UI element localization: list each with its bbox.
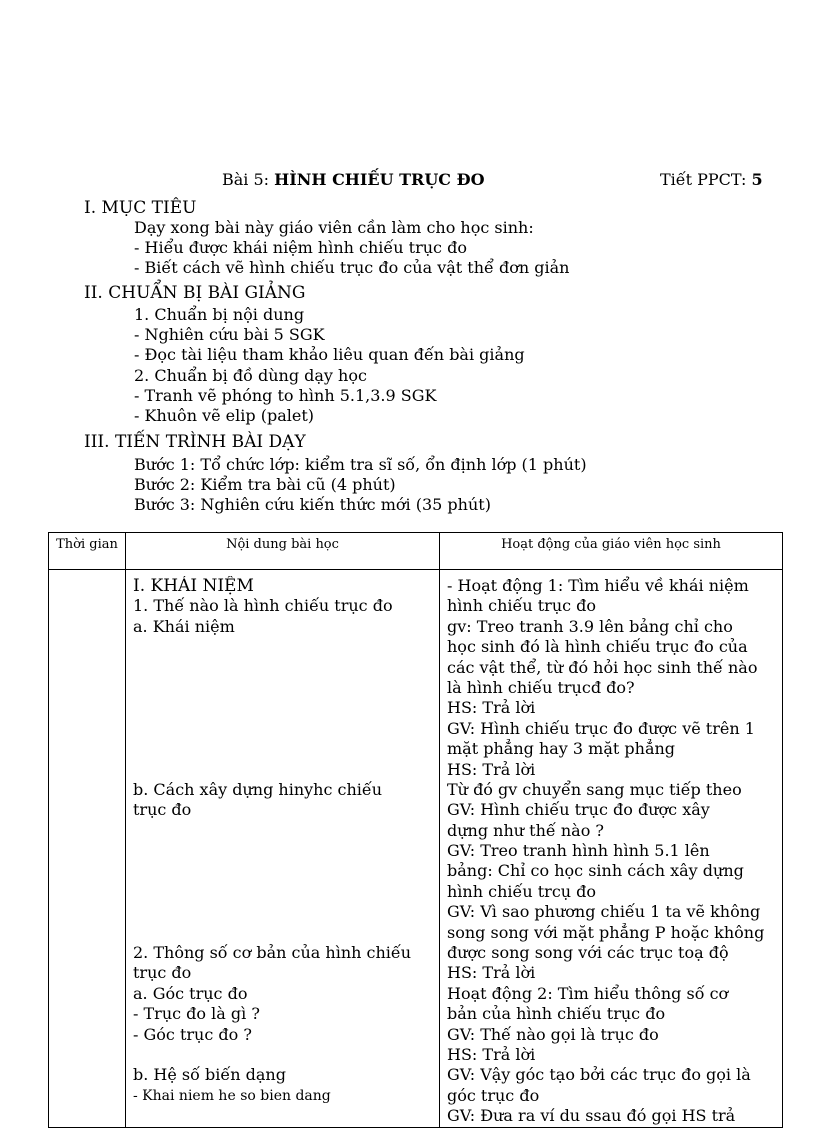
- activity-line: hình chiếu trục đo: [447, 596, 597, 616]
- section1-line: - Biết cách vẽ hình chiếu trục đo của vật thể đơn giản: [134, 258, 570, 277]
- period-number: 5: [751, 170, 763, 189]
- table-body-row: [49, 570, 783, 1128]
- content-line: [133, 861, 439, 881]
- content-line: - Góc trục đo ?: [133, 1024, 252, 1044]
- content-line: I. KHÁI NIỆM: [133, 576, 254, 596]
- section1-line: Dạy xong bài này giáo viên cần làm cho học sinh:: [134, 218, 534, 237]
- activity-line: GV: Hình chiếu trục đo được vẽ trên 1: [447, 718, 755, 738]
- section3-line: Bước 3: Nghiên cứu kiến thức mới (35 phút): [134, 495, 491, 514]
- header-content: Nội dung bài học: [126, 533, 440, 570]
- activity-line: HS: Trả lời: [447, 963, 536, 983]
- section3-line: Bước 2: Kiểm tra bài cũ (4 phút): [134, 475, 396, 494]
- content-line: [133, 719, 439, 739]
- activity-line: HS: Trả lời: [447, 1044, 536, 1064]
- activity-line: GV: Thế nào gọi là trục đo: [447, 1024, 659, 1044]
- activity-line: - Hoạt động 1: Tìm hiểu về khái niệm: [447, 576, 749, 595]
- activity-line: HS: Trả lời: [447, 759, 536, 779]
- section2-line: - Đọc tài liệu tham khảo liêu quan đến bài giảng: [134, 345, 525, 364]
- content-line: - Khai niem he so bien dang: [133, 1087, 331, 1104]
- content-line: [133, 841, 439, 861]
- content-line: b. Hệ số biến dạng: [133, 1065, 286, 1085]
- activity-line: được song song với các trục toạ độ: [447, 943, 729, 963]
- content-line: trục đo: [133, 963, 192, 983]
- activity-line: gv: Treo tranh 3.9 lên bảng chỉ cho: [447, 616, 733, 636]
- activity-line: GV: Treo tranh hình hình 5.1 lên: [447, 841, 710, 861]
- content-line: [133, 760, 439, 780]
- activity-line: Hoạt động 2: Tìm hiểu thông số cơ: [447, 983, 729, 1003]
- content-line: b. Cách xây dựng hinyhc chiếu: [133, 779, 383, 799]
- activity-line: là hình chiếu trụcđ đo?: [447, 677, 635, 697]
- content-line: [133, 678, 439, 698]
- content-line: - Trục đo là gì ?: [133, 1004, 260, 1024]
- content-line: [133, 902, 439, 922]
- activity-line: bản của hình chiếu trục đo: [447, 1004, 666, 1024]
- lesson-title-text: HÌNH CHIẾU TRỤC ĐO: [274, 170, 485, 189]
- content-line: [133, 923, 439, 943]
- content-line: [133, 658, 439, 678]
- content-line: 2. Thông số cơ bản của hình chiếu: [133, 943, 412, 963]
- header-activity: Hoạt động của giáo viên học sinh: [440, 533, 783, 570]
- activity-line: GV: Vậy góc tạo bởi các trục đo gọi là: [447, 1065, 751, 1085]
- activity-line: GV: Đưa ra ví du ssau đó gọi HS trả: [447, 1106, 736, 1126]
- activity-line: góc trục đo: [447, 1085, 540, 1105]
- lesson-plan-table: [48, 532, 783, 1128]
- section2-heading: II. CHUẨN BỊ BÀI GIẢNG: [84, 283, 306, 303]
- period-label-text: Tiết PPCT:: [660, 170, 752, 189]
- activity-line: dựng như thế nào ?: [447, 820, 604, 840]
- activity-line: GV: Vì sao phương chiếu 1 ta vẽ không: [447, 902, 761, 922]
- activity-line: mặt phẳng hay 3 mặt phẳng: [447, 739, 676, 759]
- content-line: [133, 882, 439, 902]
- content-line: 1. Thế nào là hình chiếu trục đo: [133, 596, 393, 616]
- activity-line: GV: Hình chiếu trục đo được xây: [447, 800, 710, 820]
- section1-heading: I. MỤC TIÊU: [84, 198, 197, 218]
- content-cell: [126, 570, 440, 1128]
- content-line: [133, 1045, 439, 1065]
- table-header-row: [49, 533, 783, 570]
- content-line: a. Góc trục đo: [133, 983, 248, 1003]
- activity-line: song song với mặt phẳng P hoặc không: [447, 922, 765, 942]
- activity-line: học sinh đó là hình chiếu trục đo của: [447, 637, 748, 657]
- content-line: trục đo: [133, 800, 192, 820]
- time-cell: [49, 570, 126, 1128]
- section2-line: - Tranh vẽ phóng to hình 5.1,3.9 SGK: [134, 386, 437, 405]
- section2-line: 2. Chuẩn bị đồ dùng dạy học: [134, 366, 367, 385]
- section2-line: - Khuôn vẽ elip (palet): [134, 406, 314, 425]
- section1-line: - Hiểu được khái niệm hình chiếu trục đo: [134, 238, 467, 257]
- content-line: [133, 698, 439, 718]
- section2-line: - Nghiên cứu bài 5 SGK: [134, 325, 325, 344]
- activity-line: hình chiếu trcụ đo: [447, 881, 597, 901]
- activity-line: HS: Trả lời: [447, 698, 536, 718]
- content-line: [133, 637, 439, 657]
- content-line: a. Khái niệm: [133, 616, 235, 636]
- activity-cell: [440, 570, 783, 1128]
- period-label: [660, 170, 763, 189]
- header-time: Thời gian: [49, 533, 126, 570]
- section2-line: 1. Chuẩn bị nội dung: [134, 305, 305, 324]
- section3-heading: III. TIẾN TRÌNH BÀI DẠY: [84, 432, 306, 452]
- lesson-prefix: Bài 5:: [222, 170, 275, 189]
- section3-line: Bước 1: Tổ chức lớp: kiểm tra sĩ số, ổn định lớp (1 phút): [134, 455, 587, 474]
- activity-line: bảng: Chỉ co học sinh cách xây dựng: [447, 861, 744, 881]
- activity-line: Từ đó gv chuyển sang mục tiếp theo: [447, 779, 742, 799]
- content-line: [133, 821, 439, 841]
- activity-line: các vật thể, từ đó hỏi học sinh thế nào: [447, 657, 758, 677]
- lesson-title: [222, 170, 485, 189]
- content-line: [133, 739, 439, 759]
